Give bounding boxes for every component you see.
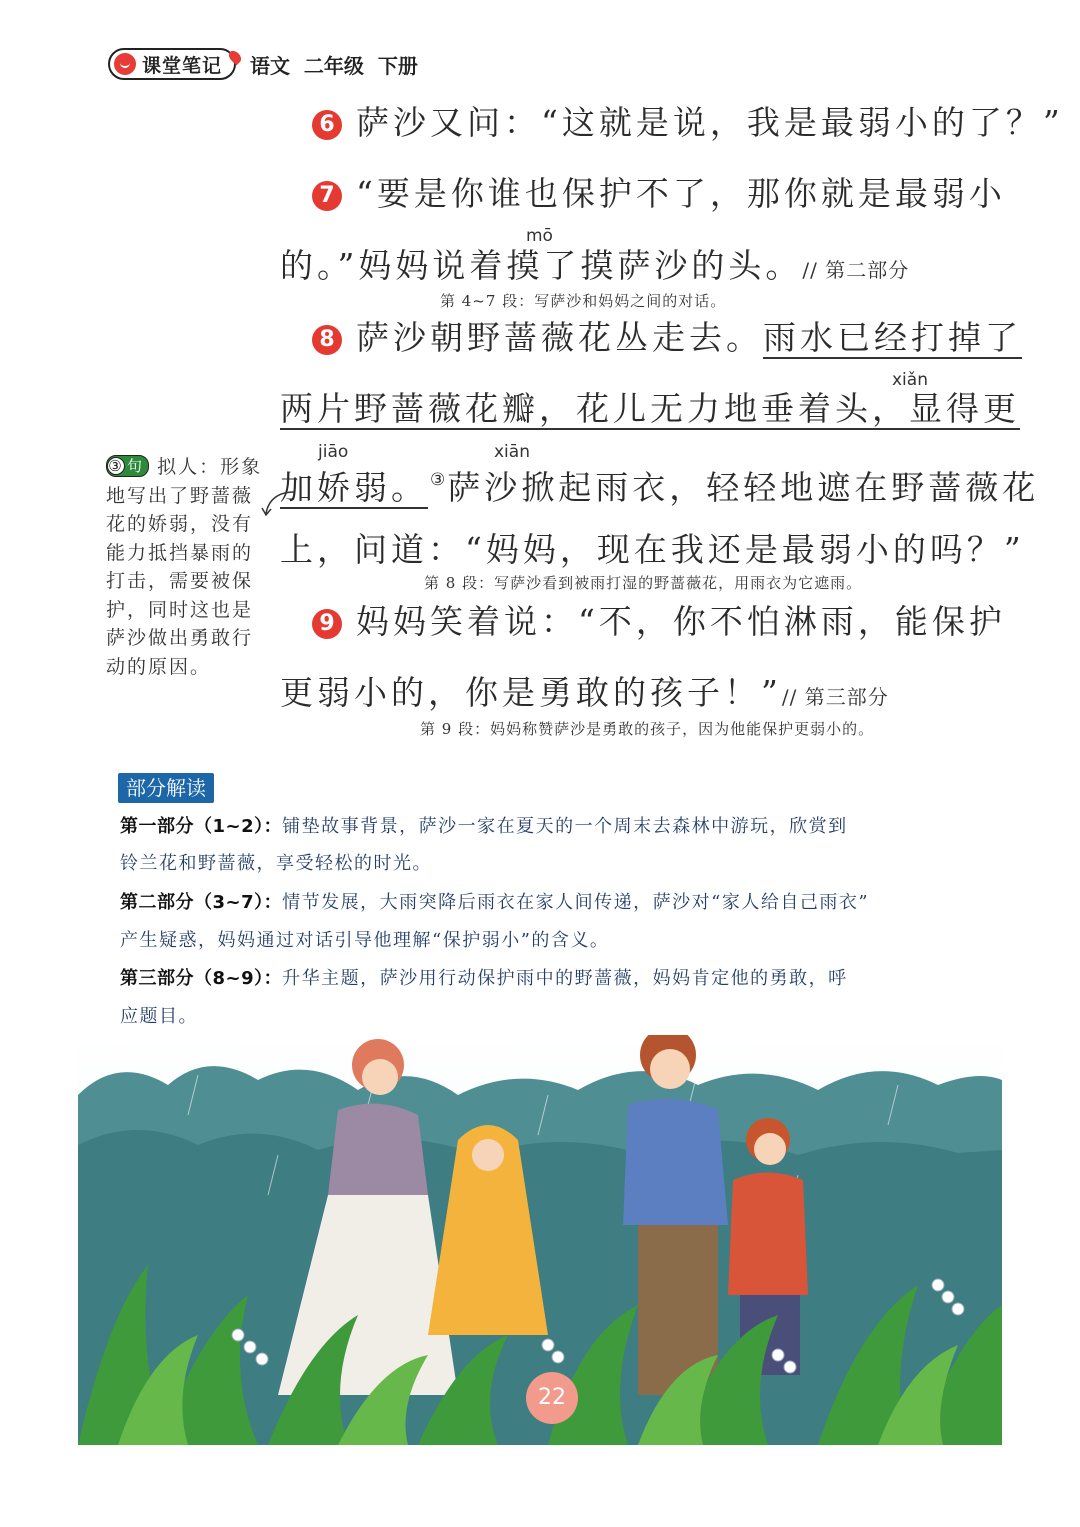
smile-icon <box>114 53 136 75</box>
pinyin-xian: xiān <box>494 442 530 462</box>
paragraph-text: 更弱小的，你是勇敢的孩子！” <box>280 673 782 712</box>
pinyin-jiao: jiāo <box>318 442 349 462</box>
paragraph-text: 了摸萨沙的头。 <box>543 246 803 285</box>
paragraph-text: 妈妈笑着说：“不，你不怕淋雨，能保护 <box>356 602 1006 641</box>
paragraph-8-line-2 <box>280 389 1020 429</box>
paragraph-note: 第 4~7 段：写萨沙和妈妈之间的对话。 <box>440 292 727 310</box>
paragraph-text: 弱。 <box>354 468 428 507</box>
paragraph-9-line-1 <box>312 602 1006 642</box>
paragraph-text: 萨沙 <box>447 468 522 507</box>
annotation-text: 拟人：形象地写出了野蔷薇花的娇弱，没有能力抵挡暴雨的打击，需要被保护，同时这也是萨沙做出勇敢行动的原因。 <box>106 456 263 678</box>
pinyin-xian: xiǎn <box>892 370 928 390</box>
part-reading-title: 部分解读 <box>118 773 214 803</box>
paragraph-note: 第 8 段：写萨沙看到被雨打湿的野蔷薇花，用雨衣为它遮雨。 <box>424 574 863 592</box>
badge-label: 句 <box>127 457 145 475</box>
paragraph-text: 萨沙又问：“这就是说，我是最弱小的了？” <box>356 103 1064 142</box>
pinyin-char: 掀 <box>521 468 559 507</box>
badge-number: ③ <box>108 457 124 475</box>
arrow-icon <box>258 488 298 518</box>
item-text: 铺垫故事背景，萨沙一家在夏天的一个周末去森林中游玩，欣赏到 <box>282 816 848 837</box>
paragraph-text: 起雨衣，轻轻地遮在野蔷薇花 <box>558 468 1040 507</box>
part-reading-item-1 <box>120 815 848 839</box>
pinyin-char: 摸 <box>506 246 544 285</box>
part-reading-item-3-cont: 应题目。 <box>120 1006 198 1027</box>
header-subject: 语文 二年级 下册 <box>250 54 418 78</box>
paragraph-8-line-3 <box>280 460 1039 508</box>
paragraph-text: 的。”妈妈说着 <box>280 246 507 285</box>
part-reading-item-1-cont: 铃兰花和野蔷薇，享受轻松的时光。 <box>120 853 432 874</box>
paragraph-8-line-1 <box>312 318 1022 358</box>
paragraph-number: 9 <box>312 609 342 639</box>
side-annotation <box>106 453 266 681</box>
sentence-badge <box>106 455 149 477</box>
paragraph-7-line-2 <box>280 246 909 290</box>
part-reading-item-2 <box>120 891 869 915</box>
paragraph-text: 加 <box>280 468 317 507</box>
paragraph-text: “要是你谁也保护不了，那你就是最弱小 <box>356 174 1006 213</box>
pinyin-char: 娇 <box>317 468 354 507</box>
paragraph-6 <box>312 103 1064 143</box>
paragraph-7-line-1 <box>312 174 1006 214</box>
paragraph-text: 两片野蔷薇花瓣，花儿无力地垂着头， <box>280 389 909 428</box>
paragraph-text: 萨沙朝野蔷薇花丛走去。 <box>356 318 763 357</box>
item-label: 第三部分（8~9）： <box>120 968 283 989</box>
item-label: 第二部分（3~7）： <box>120 892 283 913</box>
paragraph-number: 8 <box>312 325 342 355</box>
footnote-marker: ③ <box>430 470 446 490</box>
paragraph-8-line-4: 上，问道：“妈妈，现在我还是最弱小的吗？” <box>280 530 1025 569</box>
paragraph-number: 7 <box>312 181 342 211</box>
part-mark: // 第三部分 <box>781 685 889 709</box>
pinyin-char: 显 <box>909 389 946 428</box>
underlined-text <box>280 468 428 509</box>
brand-logo <box>108 48 236 80</box>
brand-text: 课堂笔记 <box>142 54 223 77</box>
item-text: 升华主题，萨沙用行动保护雨中的野蔷薇，妈妈肯定他的勇敢，呼 <box>282 968 848 989</box>
page-number: 22 <box>526 1372 578 1424</box>
part-reading-item-2-cont: 产生疑惑，妈妈通过对话引导他理解“保护弱小”的含义。 <box>120 930 610 951</box>
paragraph-9-line-2 <box>280 673 889 717</box>
part-reading-item-3 <box>120 967 848 991</box>
paragraph-number: 6 <box>312 110 342 140</box>
underlined-text: 雨水已经打掉了 <box>763 318 1022 357</box>
part-mark: // 第二部分 <box>802 258 910 282</box>
pinyin-mo: mō <box>526 226 553 246</box>
item-text: 情节发展，大雨突降后雨衣在家人间传递，萨沙对“家人给自己雨衣” <box>282 892 870 913</box>
underlined-text <box>280 389 1020 430</box>
paragraph-note: 第 9 段：妈妈称赞萨沙是勇敢的孩子，因为他能保护更弱小的。 <box>420 720 875 738</box>
item-label: 第一部分（1~2）： <box>120 816 283 837</box>
paragraph-text: 得更 <box>946 389 1020 428</box>
